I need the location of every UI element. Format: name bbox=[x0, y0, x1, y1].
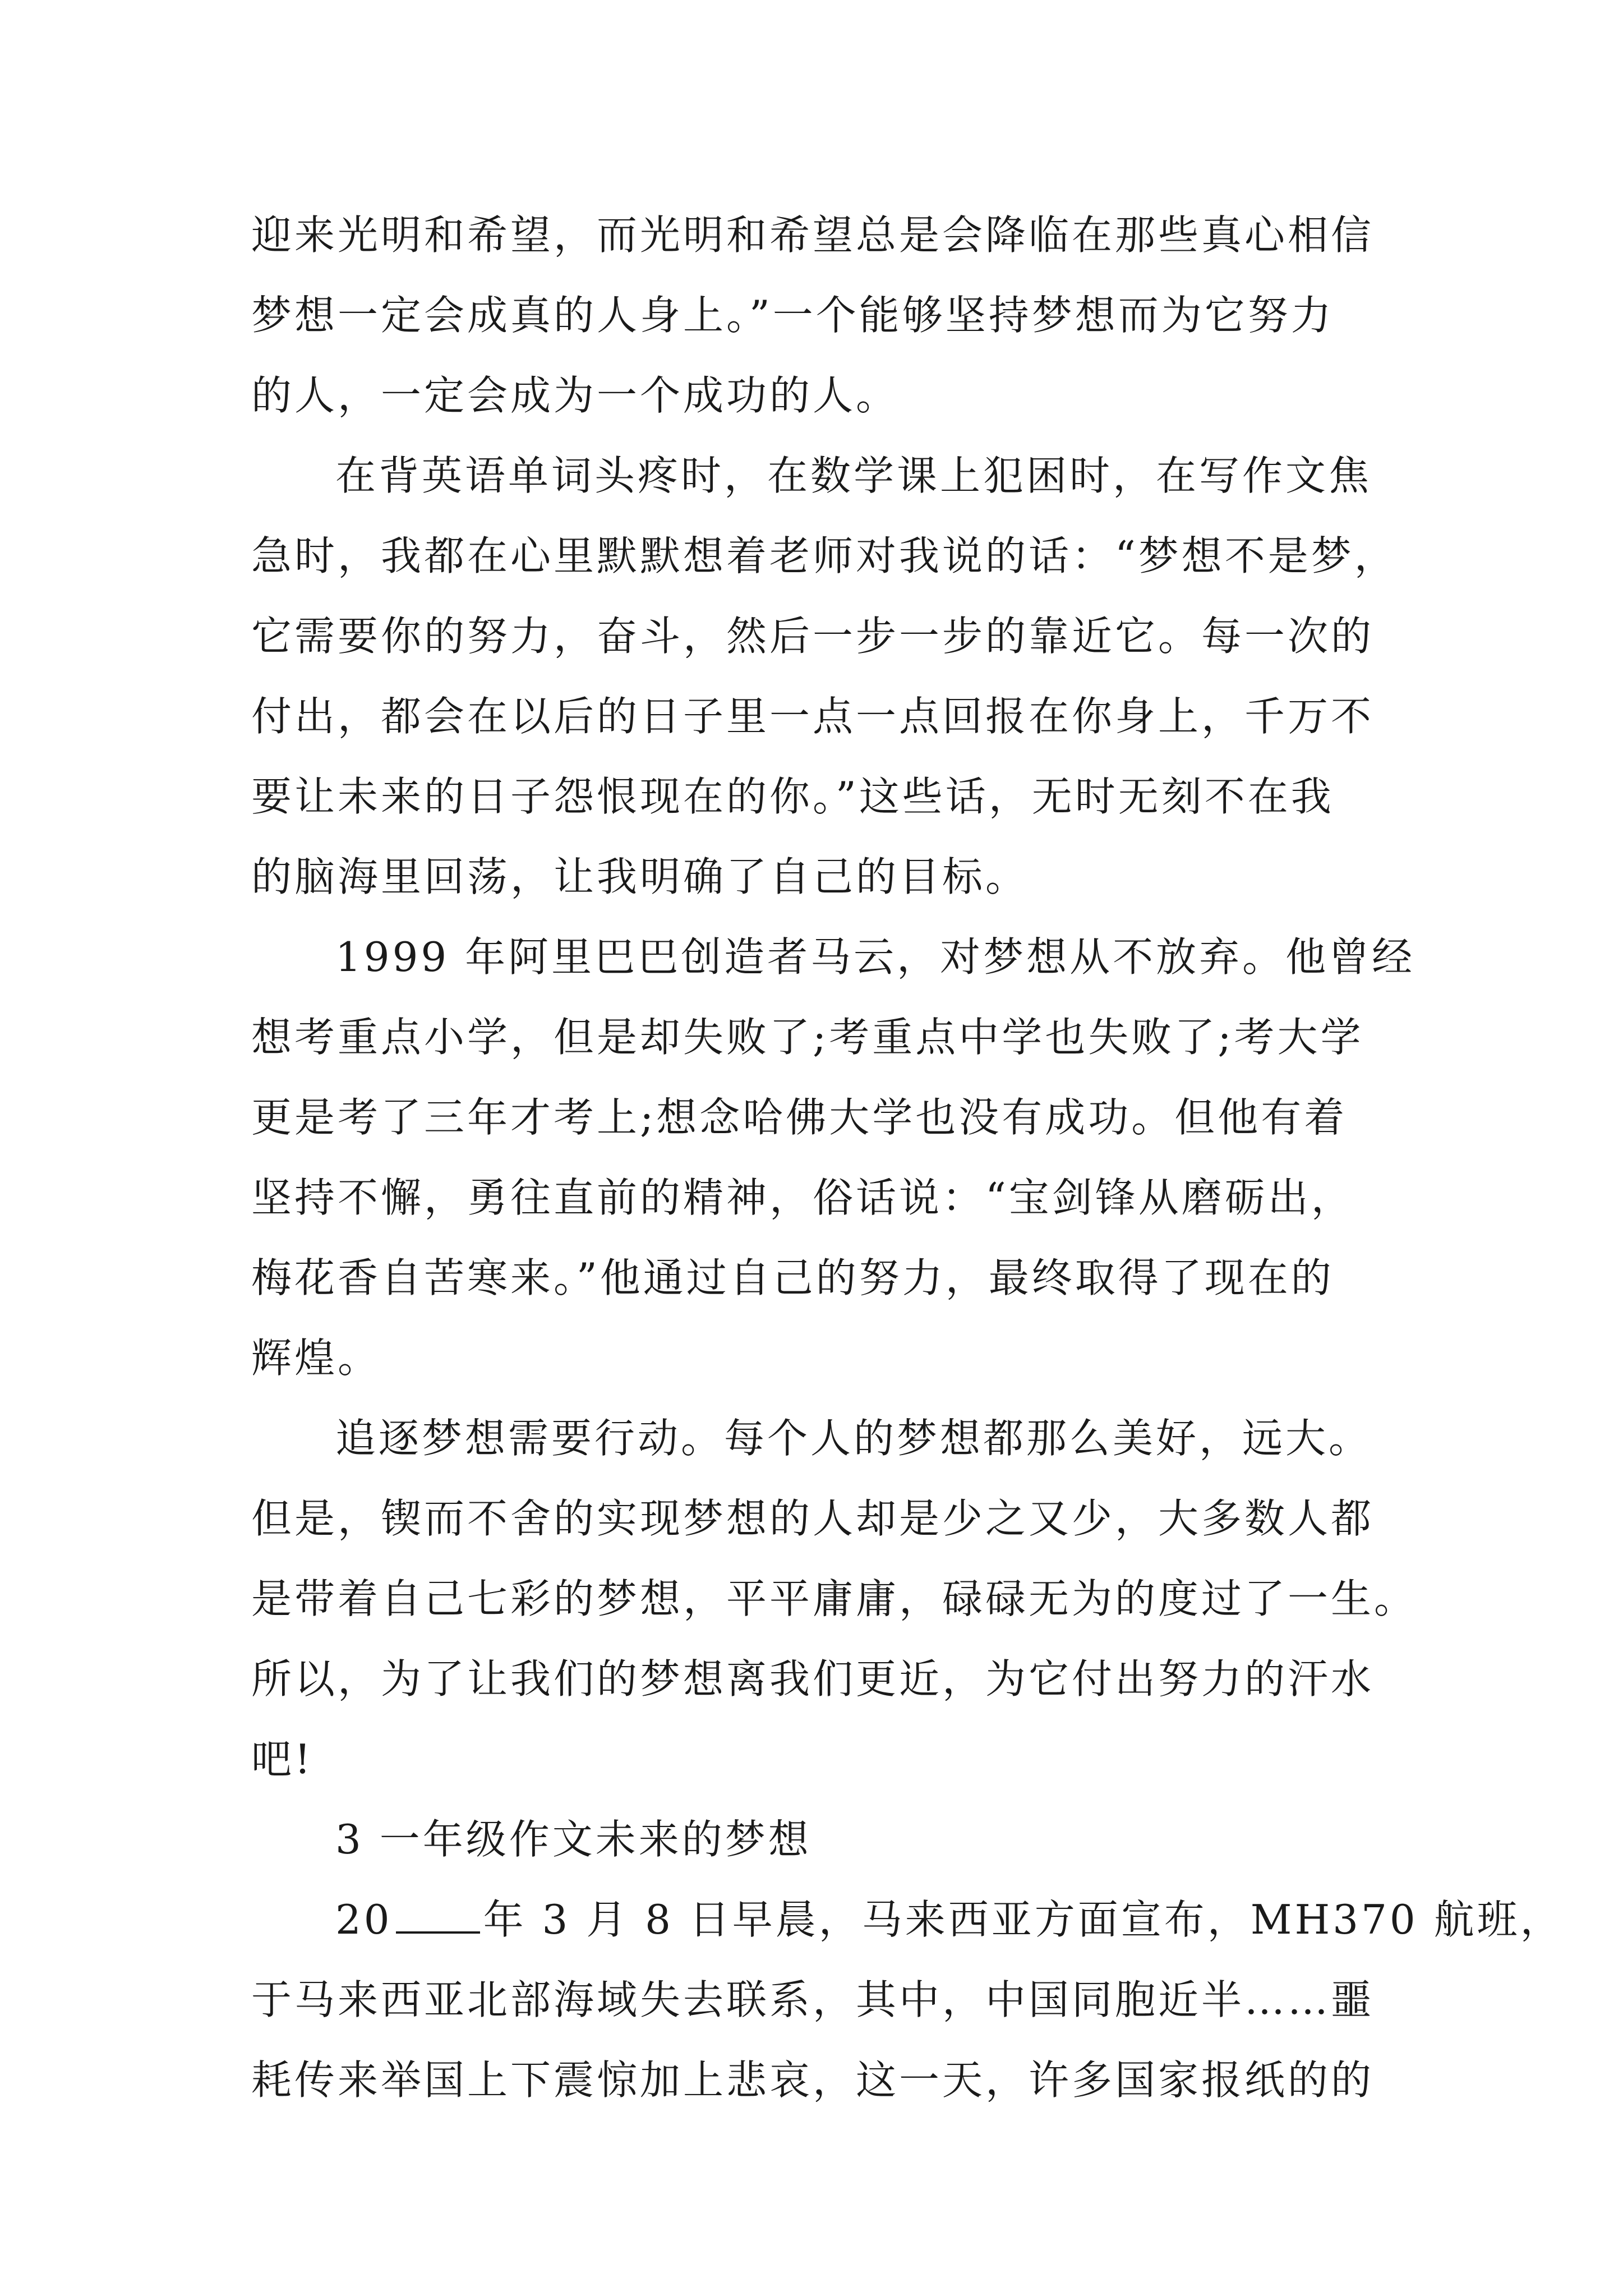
text-line: 付出，都会在以后的日子里一点一点回报在你身上，千万不 bbox=[251, 693, 1375, 740]
text-line: 梅花香自苦寒来。”他通过自己的努力，最终取得了现在的 bbox=[251, 1254, 1334, 1301]
paragraph-first-line bbox=[251, 1880, 1564, 1960]
text-line: 迎来光明和希望，而光明和希望总是会降临在那些真心相信 bbox=[251, 211, 1375, 259]
text-line: 所以，为了让我们的梦想离我们更近，为它付出努力的汗水 bbox=[251, 1655, 1375, 1703]
section-heading: 3 一年级作文未来的梦想 bbox=[335, 1816, 811, 1863]
paragraph-first-line: 在背英语单词头疼时，在数学课上犯困时，在写作文焦 bbox=[335, 452, 1372, 499]
text-line: 是带着自己七彩的梦想，平平庸庸，碌碌无为的度过了一生。 bbox=[251, 1575, 1418, 1622]
text-line: 辉煌。 bbox=[251, 1335, 381, 1382]
text-line: 要让未来的日子怨恨现在的你。”这些话，无时无刻不在我 bbox=[251, 773, 1334, 820]
text-line: 吧! bbox=[251, 1736, 313, 1783]
line-text: 年 3 月 8 日早晨，马来西亚方面宣布，MH370 航班， bbox=[483, 1896, 1564, 1943]
paragraph-first-line: 追逐梦想需要行动。每个人的梦想都那么美好，远大。 bbox=[335, 1415, 1372, 1462]
year-prefix: 20 bbox=[335, 1896, 393, 1943]
paragraph-first-line: 1999 年阿里巴巴创造者马云，对梦想从不放弃。他曾经 bbox=[335, 933, 1415, 981]
text-line: 更是考了三年才考上;想念哈佛大学也没有成功。但他有着 bbox=[251, 1094, 1348, 1141]
text-line: 想考重点小学，但是却失败了;考重点中学也失败了;考大学 bbox=[251, 1014, 1364, 1061]
text-line: 于马来西亚北部海域失去联系，其中，中国同胞近半……噩 bbox=[251, 1976, 1375, 2023]
text-line: 的脑海里回荡，让我明确了自己的目标。 bbox=[251, 853, 1029, 900]
text-line: 耗传来举国上下震惊加上悲哀，这一天，许多国家报纸的的 bbox=[251, 2056, 1375, 2104]
text-line: 坚持不懈，勇往直前的精神，俗话说：“宝剑锋从磨砺出， bbox=[251, 1174, 1354, 1221]
body-text bbox=[251, 195, 1564, 2120]
text-line: 但是，锲而不舍的实现梦想的人却是少之又少，大多数人都 bbox=[251, 1495, 1375, 1542]
text-line: 梦想一定会成真的人身上。”一个能够坚持梦想而为它努力 bbox=[251, 292, 1334, 339]
year-blank bbox=[396, 1898, 480, 1934]
text-line: 急时，我都在心里默默想着老师对我说的话：“梦想不是梦， bbox=[251, 532, 1398, 579]
text-line: 它需要你的努力，奋斗，然后一步一步的靠近它。每一次的 bbox=[251, 613, 1375, 660]
text-line: 的人，一定会成为一个成功的人。 bbox=[251, 372, 900, 419]
